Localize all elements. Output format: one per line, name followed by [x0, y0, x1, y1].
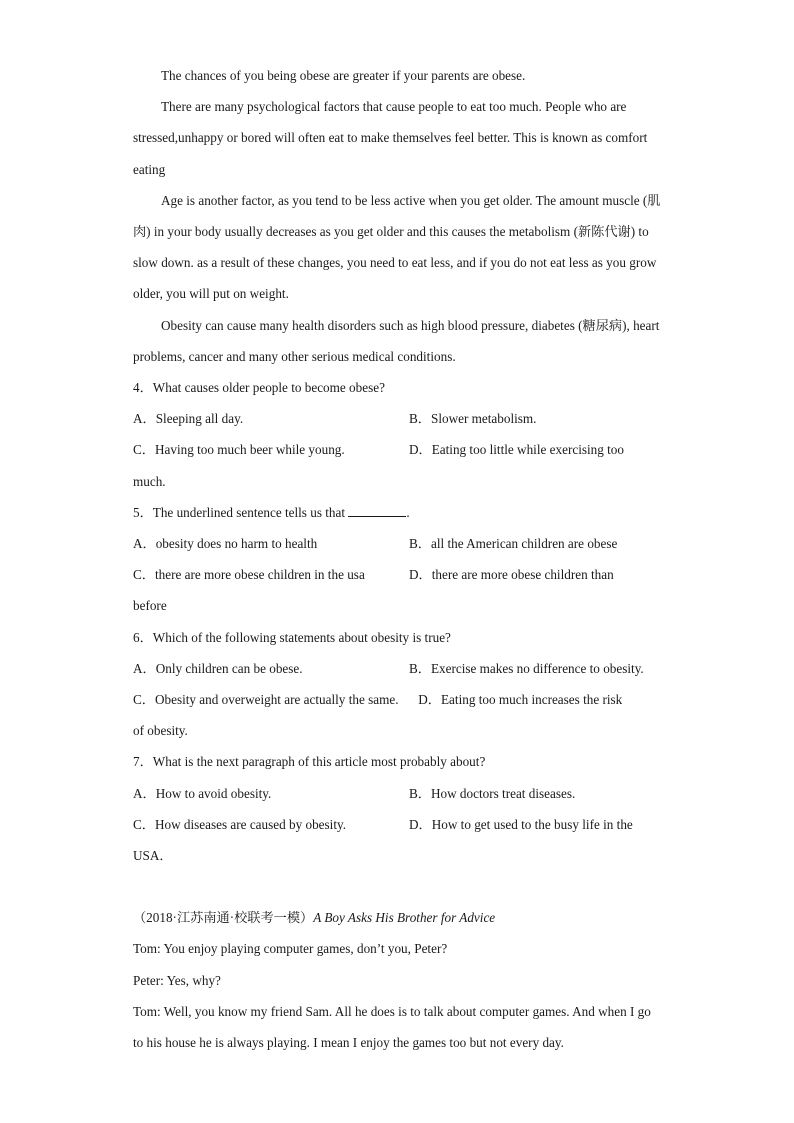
question-6-option-b: B．Exercise makes no difference to obesity.: [409, 660, 644, 676]
section-2-heading: [133, 902, 661, 933]
question-4-options-ab: [133, 403, 661, 434]
section-2-title: A Boy Asks His Brother for Advice: [313, 910, 496, 926]
section-spacer: [133, 871, 661, 902]
question-6-option-d-continued: of obesity.: [133, 723, 188, 739]
question-6-options-ab: [133, 653, 661, 684]
passage-paragraph-2: There are many psychological factors that cause people to eat too much. People who are stressed,unhappy or bored will often eat to make themselves feel better. This is known as comfort eating: [133, 99, 648, 177]
question-5-option-c: C．there are more obese children in the usa: [133, 567, 365, 583]
question-6-option-c: C．Obesity and overweight are actually the same.: [133, 692, 399, 708]
question-4-stem: 4．What causes older people to become obese?: [133, 380, 385, 396]
question-5-stem-text: 5．The underlined sentence tells us that: [133, 504, 346, 520]
question-5-option-d-continued: before: [133, 598, 167, 614]
question-5-stem: [133, 497, 661, 528]
question-7-options-cd: [133, 809, 661, 840]
passage-paragraph-1: The chances of you being obese are greater if your parents are obese.: [161, 68, 526, 83]
question-5-option-a: A．obesity does no harm to health: [133, 536, 318, 552]
question-4-options-cd: [133, 434, 661, 465]
question-4-option-c: C．Having too much beer while young.: [133, 442, 345, 458]
question-6-stem: 6．Which of the following statements about obesity is true?: [133, 629, 451, 645]
question-4-option-d: D．Eating too little while exercising too: [409, 442, 624, 458]
question-7-option-c: C．How diseases are caused by obesity.: [133, 816, 347, 832]
question-5-option-b: B．all the American children are obese: [409, 536, 618, 552]
passage-paragraph-3: Age is another factor, as you tend to be less active when you get older. The amount muscle (肌肉) in your body usually decreases as you get older and this causes the metabolism (新陈代谢) to slow down. as a result of these changes, you need to eat less, and if you do not eat less as you grow older, you will put on weight.: [133, 192, 661, 302]
section-2-source: （2018·江苏南通·校联考一模）: [133, 910, 314, 926]
question-6-options-cd: [133, 684, 661, 715]
question-7-option-d: D．How to get used to the busy life in the: [409, 816, 633, 832]
question-5-options-cd: [133, 559, 661, 590]
question-4-option-b: B．Slower metabolism.: [409, 411, 537, 427]
passage-paragraph-4: Obesity can cause many health disorders such as high blood pressure, diabetes (糖尿病), heart problems, cancer and many other serious medical conditions.: [133, 317, 660, 364]
dialogue-line-1: Tom: You enjoy playing computer games, don’t you, Peter?: [133, 941, 448, 957]
answer-blank: [348, 504, 406, 517]
question-7-stem: 7．What is the next paragraph of this article most probably about?: [133, 754, 486, 770]
question-5-option-d: D．there are more obese children than: [409, 567, 614, 583]
document-content: [133, 60, 661, 1058]
question-7-options-ab: [133, 778, 661, 809]
dialogue-line-3: Tom: Well, you know my friend Sam. All he does is to talk about computer games. And when I go to his house he is always playing. I mean I enjoy the games too but not every day.: [133, 1003, 651, 1051]
dialogue-line-2: Peter: Yes, why?: [133, 972, 221, 988]
question-7-option-b: B．How doctors treat diseases.: [409, 785, 576, 801]
question-6-option-a: A．Only children can be obese.: [133, 660, 303, 676]
question-5-stem-end: .: [406, 504, 410, 520]
question-7-option-a: A．How to avoid obesity.: [133, 785, 272, 801]
question-7-option-d-continued: USA．: [133, 848, 173, 864]
question-5-options-ab: [133, 528, 661, 559]
question-4-option-a: A．Sleeping all day.: [133, 411, 244, 427]
question-4-option-d-continued: much.: [133, 473, 166, 489]
question-6-option-d: D．Eating too much increases the risk: [418, 692, 623, 708]
